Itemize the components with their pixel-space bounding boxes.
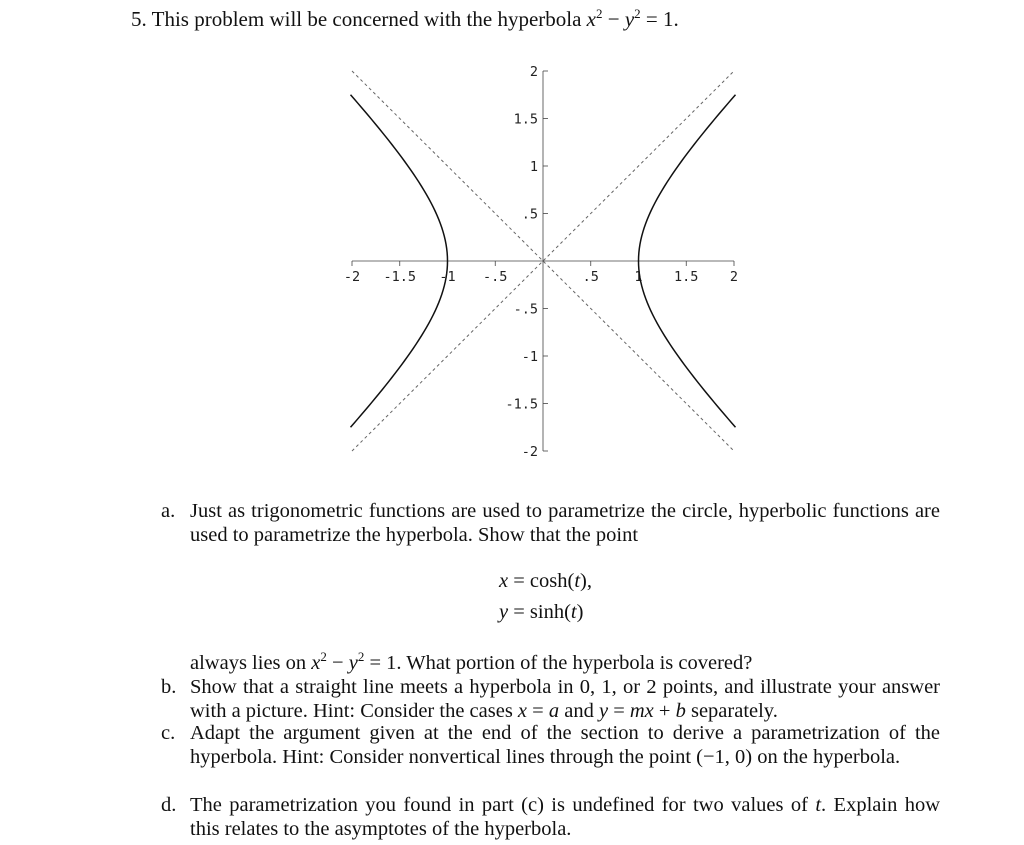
part-b: b. Show that a straight line meets a hyperbola in 0, 1, or 2 points, and illustrate your answer with a picture. Hint: Consider the cases x = a and y = mx + b separately. <box>161 676 940 722</box>
part-a-continued: always lies on $x^2 - y^2 = 1$. What portion of the hyperbola is covered? <box>190 649 753 674</box>
part-a-letter: a. <box>161 500 176 522</box>
part-b-text-end: separately. <box>690 700 778 722</box>
x-tick-label: 2 <box>729 269 739 285</box>
parametric-equation-y: y = sinh(t) <box>499 601 584 623</box>
y-tick-label: -1.5 <box>505 396 538 413</box>
part-d: d. The parametrization you found in part (c) is undefined for two values of t. Explain how this relates to the asymptotes of the hyperbola. <box>161 794 940 840</box>
x-tick-label: -1.5 <box>383 269 417 285</box>
x-tick-label: 1.5 <box>674 269 699 285</box>
equation-x-end: ), <box>580 570 592 592</box>
x-tick-label: 1 <box>634 269 643 285</box>
y-tick-label: -1 <box>521 349 538 365</box>
y-tick-label: 1.5 <box>513 111 538 128</box>
problem-intro: This problem will be concerned with the hyperbola <box>151 7 582 31</box>
x-tick-label: .5 <box>582 269 599 285</box>
part-d-text-start: The parametrization you found in part (c) is undefined for two values of <box>190 794 808 816</box>
part-a <box>161 499 940 547</box>
problem-statement: 5. This problem will be concerned with the hyperbola $x^2 - y^2 = 1$. <box>131 6 679 31</box>
x-axis-ticks <box>344 261 738 285</box>
part-a-after-start: always lies on <box>190 652 307 674</box>
x-tick-label: -.5 <box>483 269 508 285</box>
y-tick-label: .5 <box>521 206 538 223</box>
problem-number: 5. <box>131 7 147 31</box>
y-tick-label: 2 <box>529 64 538 80</box>
y-tick-label: -2 <box>521 444 538 460</box>
equation-y-end: ) <box>576 601 584 623</box>
part-b-text-start: Show that a straight line meets a hyperbola in 0, 1, or 2 points, and illustrate your answer with a picture. Hint: Consider the cases <box>190 676 940 722</box>
part-b-letter: b. <box>161 676 177 698</box>
y-tick-label: 1 <box>529 159 538 175</box>
problem-equation-end: = 1. <box>645 7 679 31</box>
equation-x-rhs: = cosh( <box>513 570 575 592</box>
y-tick-label: -.5 <box>513 301 538 318</box>
y-axis-ticks <box>505 64 548 460</box>
x-tick-label: -1 <box>439 269 456 285</box>
part-d-letter: d. <box>161 794 177 816</box>
equation-y-rhs: = sinh( <box>513 601 571 623</box>
part-d-text-end: . Explain how this relates to the asymptotes of the hyperbola. <box>190 794 940 840</box>
part-c-letter: c. <box>161 722 176 744</box>
part-c <box>161 721 940 769</box>
parametric-equation-x: x = cosh(t), <box>499 570 592 592</box>
x-tick-label: -2 <box>343 269 361 285</box>
part-a-after-end: = 1. What portion of the hyperbola is covered? <box>369 652 753 674</box>
part-c-text: Adapt the argument given at the end of the section to derive a parametrization of the hyperbola. Hint: Consider nonvertical lines through the point (−1, 0) on the hyperbola. <box>190 722 940 768</box>
part-b-text-and: and <box>564 700 594 722</box>
part-a-text: Just as trigonometric functions are used to parametrize the circle, hyperbolic functions are used to parametrize the hyperbola. Show that the point <box>190 500 940 546</box>
